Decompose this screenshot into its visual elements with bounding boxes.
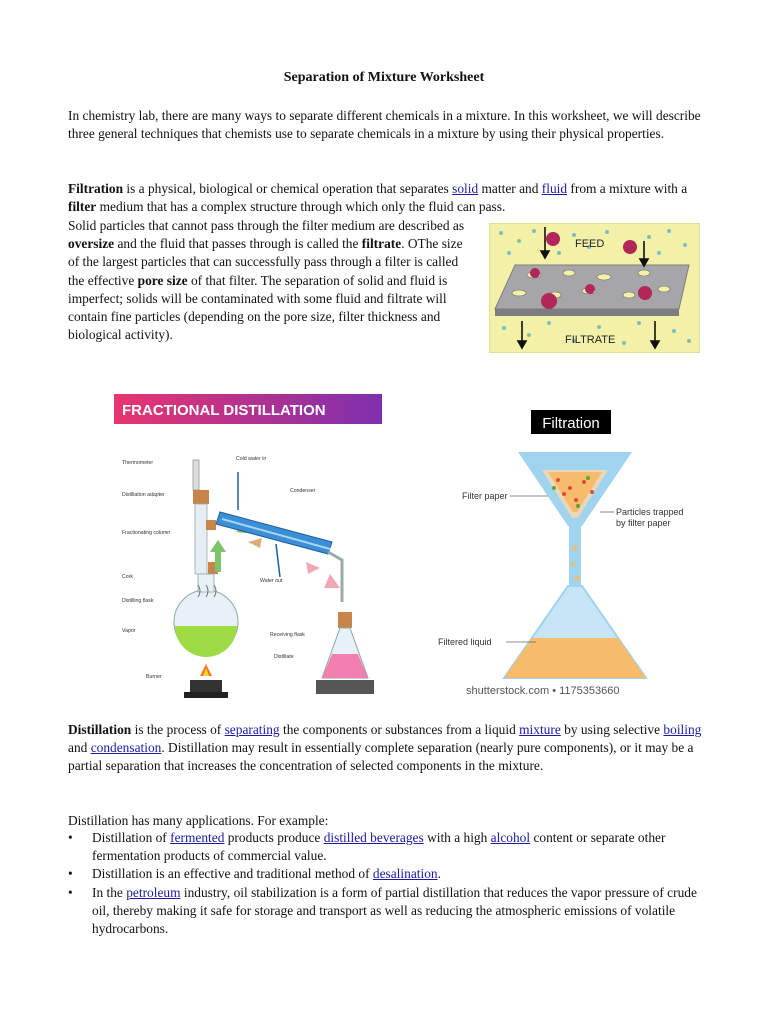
link-boiling[interactable]: boiling [663,722,702,737]
fractional-distillation-figure [110,392,382,704]
link-condensation[interactable]: condensation [90,740,162,756]
link-fermented[interactable]: fermented [170,830,225,845]
text: and the fluid that passes through is called the [114,236,362,252]
label-receiving-flask: Receiving flask [270,632,305,638]
term-filtration: Filtration [68,181,124,196]
term-pore-size: pore size [137,272,188,288]
term-filter: filter [68,199,97,215]
text: . Distillation may result in essentially complete separation (nearly pure components), or it may be a partial separation that increases the concentration of selected components in the mixture. [68,740,694,774]
label-fractionating-column: Fractionating column [122,530,171,536]
label-cork: Cork [122,574,133,580]
text: . [437,866,441,882]
text: of that filter. The separation of solid and fluid is imperfect; solids will be contaminated with some fluid and filtrate will contain fine particles (depending on the pore size, filter thickness and biological activity). [68,272,448,343]
filtration-funnel-figure [436,408,698,700]
text: the components or substances from a liquid [279,722,520,737]
label-thermometer: Thermometer [122,460,154,466]
filtrate-label: FILTRATE [565,334,616,346]
link-solid[interactable]: solid [452,181,479,196]
text: medium that has a complex structure through which only the fluid can pass. [96,199,506,215]
text: Distillation of [92,830,171,845]
text: from a mixture with a [567,181,688,196]
applications-heading: Distillation has many applications. For example: [68,813,329,828]
label-water-out: Water out [260,578,283,584]
link-alcohol[interactable]: alcohol [490,830,531,845]
list-item [68,829,700,865]
label-vapor: Vapor [122,628,136,634]
link-petroleum[interactable]: petroleum [126,884,181,900]
text: Solid particles that cannot pass through the filter medium are described as [68,218,465,233]
text: industry, oil stabilization is a form of partial distillation that reduces the vapor pressure of crude oil, thereby making it safe for storage and transport as well as reducing the atmospheric emissions of volatile hydrocarbons. [92,884,697,937]
filtration-details [68,217,473,344]
label-distilling-flask: Distilling flask [122,598,154,604]
text: is a physical, biological or chemical operation that separates [123,181,453,196]
label-filter-paper: Filter paper [462,491,508,501]
term-oversize: oversize [68,236,115,252]
text: with a high [423,830,491,845]
text: Distillation is an effective and traditional method of [92,866,373,882]
label-filtered-liquid: Filtered liquid [438,637,492,647]
filtration-definition [68,180,708,216]
link-distilled-beverages[interactable]: distilled beverages [323,830,424,845]
image-credit: shutterstock.com • 1175353660 [466,685,620,697]
link-fluid[interactable]: fluid [541,181,568,196]
feed-filtrate-figure [489,223,700,353]
intro-paragraph: In chemistry lab, there are many ways to separate different chemicals in a mixture. In this worksheet, we will describe three general techniques that chemists use to separate chemicals in a mixture by using their physical properties. [68,108,701,142]
list-item [68,865,700,883]
link-desalination[interactable]: desalination [372,866,438,882]
text: content or separate other fermentation products of commercial value. [92,830,666,864]
text: In the [92,884,127,900]
text: by using selective [560,722,664,737]
link-separating[interactable]: separating [224,722,280,737]
term-filtrate: filtrate [361,236,402,252]
text: products produce [224,830,324,845]
filtration-figure-title: Filtration [542,415,600,432]
text: and [68,740,91,756]
distillation-definition [68,721,708,776]
label-by-filter-paper: by filter paper [616,518,671,528]
label-burner: Burner [146,674,162,680]
text: is the process of [131,722,225,737]
label-distillation-adapter: Distillation adapter [122,492,165,498]
link-mixture[interactable]: mixture [519,722,561,737]
term-distillation: Distillation [68,722,132,737]
page-title: Separation of Mixture Worksheet [283,70,485,85]
banner-title: FRACTIONAL DISTILLATION [122,402,326,419]
text: matter and [478,181,542,196]
applications-list [68,829,700,938]
text: . OThe size of the largest particles that can successfully pass through a filter is called the effective [68,236,463,288]
feed-label: FEED [575,238,605,250]
label-condenser: Condenser [290,488,316,494]
label-distillate: Distillate [274,654,294,660]
label-cold-water-in: Cold water in [236,456,267,462]
list-item [68,884,700,939]
label-particles-trapped: Particles trapped [616,507,684,517]
